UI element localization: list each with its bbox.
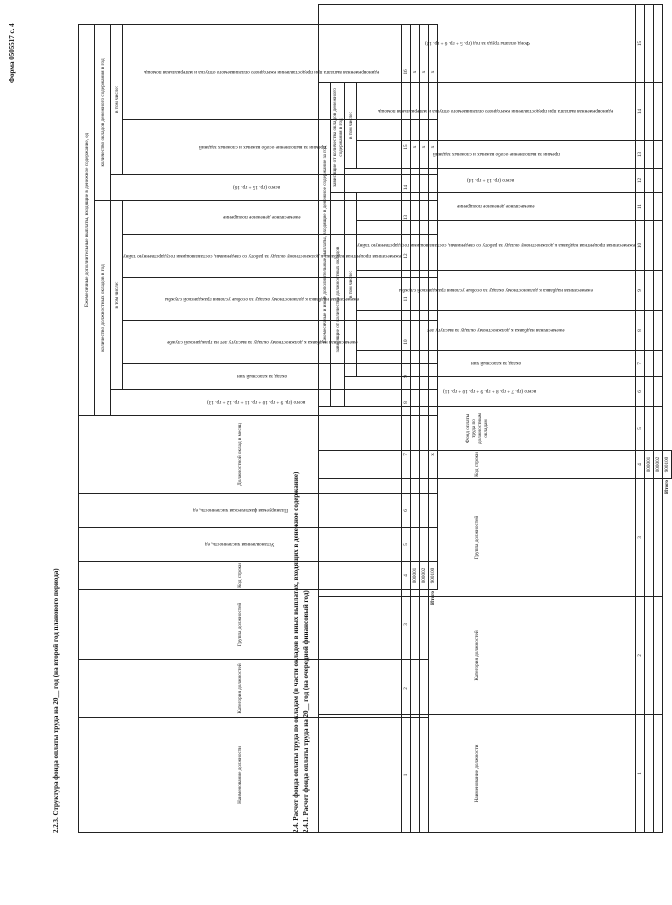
cell: x <box>429 120 438 175</box>
hdr-col-12: всего (гр. 13 + гр. 14) <box>466 177 514 184</box>
cell: x <box>411 24 420 119</box>
hdr-category: Категория должностей <box>79 660 402 718</box>
total-label: Итого <box>430 591 437 605</box>
hdr-col-10: ежемесячная процентная надбавка к должностному окладу за работу со сведениями, составляющими государственную тайну <box>357 242 636 249</box>
col-num: 3 <box>636 479 645 597</box>
cell[interactable] <box>645 351 654 377</box>
col-num: 5 <box>636 407 645 451</box>
col-num: 11 <box>402 278 411 321</box>
cell[interactable] <box>645 169 654 193</box>
table-row <box>654 4 663 832</box>
cell-name[interactable] <box>645 715 654 833</box>
section-2-4-1-title: 2.4.1. Расчет фонда оплаты труда на 20__ год (на очередной финансовый год) <box>302 590 310 833</box>
hdr-col-7: оклад за классный чин <box>470 360 522 367</box>
hdr-col-13: ежемесячное денежное поощрение <box>223 214 301 221</box>
cell: x <box>420 120 429 175</box>
col-num: 7 <box>636 351 645 377</box>
hdr-num-salaries: количество должностных окладов в год <box>95 201 111 416</box>
hdr-dep-salaries: зависящие от количества должностных окладов <box>331 193 345 407</box>
col-num: 1 <box>636 715 645 833</box>
cell[interactable] <box>654 311 663 351</box>
cell[interactable] <box>654 221 663 271</box>
cell[interactable] <box>645 377 654 407</box>
empty-cell <box>663 169 672 193</box>
hdr-group: Группа должностей <box>79 590 402 660</box>
cell: x <box>420 24 429 119</box>
hdr-name: Наименование должности <box>319 715 636 833</box>
cell[interactable] <box>645 407 654 451</box>
table-row <box>645 4 654 832</box>
cell-name[interactable] <box>654 715 663 833</box>
form-reference: Форма 0505517 с. 4 <box>8 23 16 83</box>
col-num: 4 <box>402 562 411 590</box>
row-code: 000001 <box>645 451 654 479</box>
col-num: 11 <box>636 193 645 221</box>
col-num: 16 <box>402 24 411 119</box>
col-num: 2 <box>636 597 645 715</box>
row-code: 000002 <box>654 451 663 479</box>
col-num: 10 <box>636 221 645 271</box>
cell-group[interactable] <box>654 479 663 597</box>
row-code: 000002 <box>420 562 429 590</box>
empty-cell <box>663 311 672 351</box>
total-code: 900100 <box>429 562 438 590</box>
col-num: 15 <box>402 120 411 175</box>
hdr-incl-a: в том числе: <box>345 193 357 377</box>
col-num: 1 <box>402 718 411 833</box>
cell[interactable] <box>645 271 654 311</box>
cell-group[interactable] <box>645 479 654 597</box>
empty-cell <box>663 221 672 271</box>
col-num: 8 <box>402 390 411 416</box>
cell[interactable] <box>654 377 663 407</box>
empty-cell <box>663 82 672 140</box>
col-num: 13 <box>636 141 645 169</box>
col-num: 5 <box>402 528 411 562</box>
cell-category[interactable] <box>645 597 654 715</box>
empty-cell <box>663 193 672 221</box>
hdr-col-11: ежемесячная надбавка к должностному окладу за особые условия гражданской службы <box>165 296 359 302</box>
cell[interactable] <box>645 4 654 82</box>
col-num: 9 <box>636 271 645 311</box>
hdr-col-11: ежемесячное денежное поощрение <box>457 203 535 210</box>
hdr-other-group: Ежемесячные и иные дополнительные выплаты, входящие в денежное содержание за год <box>319 82 331 406</box>
cell[interactable] <box>654 141 663 169</box>
hdr-col-15: Фонд оплаты труда за год (гр. 5 + гр. 6 + гр. 12) <box>424 40 530 47</box>
col-num: 14 <box>636 82 645 140</box>
hdr-code: Код строки <box>319 451 636 479</box>
col-num: 4 <box>636 451 645 479</box>
col-num: 9 <box>402 364 411 390</box>
col-num: 10 <box>402 321 411 364</box>
empty-cell <box>663 141 672 169</box>
cell[interactable] <box>645 311 654 351</box>
cell[interactable] <box>654 271 663 311</box>
col-num: 3 <box>402 590 411 660</box>
col-num: 2 <box>402 660 411 718</box>
col-num: 6 <box>636 377 645 407</box>
col-num: 7 <box>402 416 411 494</box>
hdr-col-16: единовременная выплата при предоставлении ежегодного оплачиваемого отпуска и материальная помощь <box>144 68 380 75</box>
hdr-category: Категория должностей <box>319 597 636 715</box>
row-code: 000001 <box>411 562 420 590</box>
cell[interactable] <box>645 221 654 271</box>
empty-cell <box>663 4 672 82</box>
col-num: 12 <box>402 235 411 278</box>
cell[interactable] <box>654 351 663 377</box>
cell: x <box>411 120 420 175</box>
hdr-incl-a: в том числе: <box>111 201 123 390</box>
hdr-annual-group: количество окладов денежного содержания в год <box>95 24 111 200</box>
hdr-incl-b: в том числе: <box>111 24 123 174</box>
hdr-established: Установленная численность, ед <box>205 541 275 548</box>
col-num: 15 <box>636 4 645 82</box>
column-numbers-row <box>636 4 645 832</box>
col-num: 14 <box>402 175 411 201</box>
hdr-col-9: ежемесячная надбавка к должностному окладу за особые условия гражданской службы <box>399 287 593 294</box>
hdr-incl-b: в том числе: <box>345 82 357 168</box>
hdr-total-6: всего (гр. 7 + гр. 8 + гр. 9 + гр. 10 + гр. 11) <box>443 388 537 395</box>
cell[interactable] <box>654 82 663 140</box>
hdr-dep-content: зависящие от количества окладов денежного содержания в год <box>331 82 345 192</box>
col-num: 8 <box>636 311 645 351</box>
hdr-monthly-group: Ежемесячные дополнительные выплаты, входящие в денежное содержание, ед <box>79 24 95 415</box>
hdr-col-13: премии за выполнение особо важных и сложных заданий <box>432 151 560 158</box>
empty-cell <box>663 271 672 311</box>
total-code: 900100 <box>663 451 672 479</box>
cell[interactable] <box>654 4 663 82</box>
hdr-col-10: ежемесячная надбавка к должностному окладу за выслугу лет на гражданской службе <box>166 339 358 345</box>
hdr-total-14: всего (гр. 15 + гр. 16) <box>232 184 280 191</box>
hdr-col-15: премии за выполнение особо важных и сложных заданий <box>198 144 326 150</box>
cell[interactable] <box>645 193 654 221</box>
hdr-col-9: оклад за классный чин <box>236 373 288 380</box>
section-2-2-3-title: 2.2.3. Структура фонда оплаты труда на 20__ год (на второй год планового периода) <box>52 568 60 833</box>
cell: x <box>429 416 438 494</box>
hdr-col-14: единовременная выплата при предоставлении ежегодного оплачиваемого отпуска и материальная помощь <box>378 108 614 115</box>
total-label: Итого <box>664 480 671 494</box>
hdr-col-12: ежемесячная процентная надбавка к должностному окладу за работу со сведениями, составляющими государственную тайну <box>123 253 402 259</box>
empty-cell <box>663 377 672 407</box>
cell[interactable] <box>654 169 663 193</box>
cell[interactable] <box>645 141 654 169</box>
empty-cell <box>663 351 672 377</box>
hdr-group: Группа должностей <box>319 479 636 597</box>
cell: x <box>429 24 438 119</box>
cell[interactable] <box>654 193 663 221</box>
hdr-code: Код строки <box>79 562 402 590</box>
hdr-actual: Планируемая фактическая численность, ед <box>192 507 288 514</box>
col-num: 13 <box>402 201 411 235</box>
section-2-4-title: 2.4. Расчет фонда оплаты труда по окладам (в части окладов в иных выплатах, входящих в денежное содержание) <box>292 471 300 833</box>
col-num: 6 <box>402 494 411 528</box>
empty-cell <box>663 407 672 451</box>
cell-category[interactable] <box>654 597 663 715</box>
table-2-4-1 <box>318 4 672 833</box>
hdr-fund: Фонд оплаты труда по должностным окладам <box>319 407 636 451</box>
hdr-salary: Должностной оклад в месяц <box>79 416 402 494</box>
hdr-name: Наименование должности <box>79 718 402 833</box>
cell[interactable] <box>645 82 654 140</box>
cell[interactable] <box>654 407 663 451</box>
hdr-total-8: всего (гр. 9 + гр. 10 + гр. 11 + гр. 12 + гр. 13) <box>206 399 306 406</box>
col-num: 12 <box>636 169 645 193</box>
total-row <box>663 4 672 832</box>
hdr-col-8: ежемесячная надбавка к должностному окладу за выслугу лет <box>427 327 565 334</box>
